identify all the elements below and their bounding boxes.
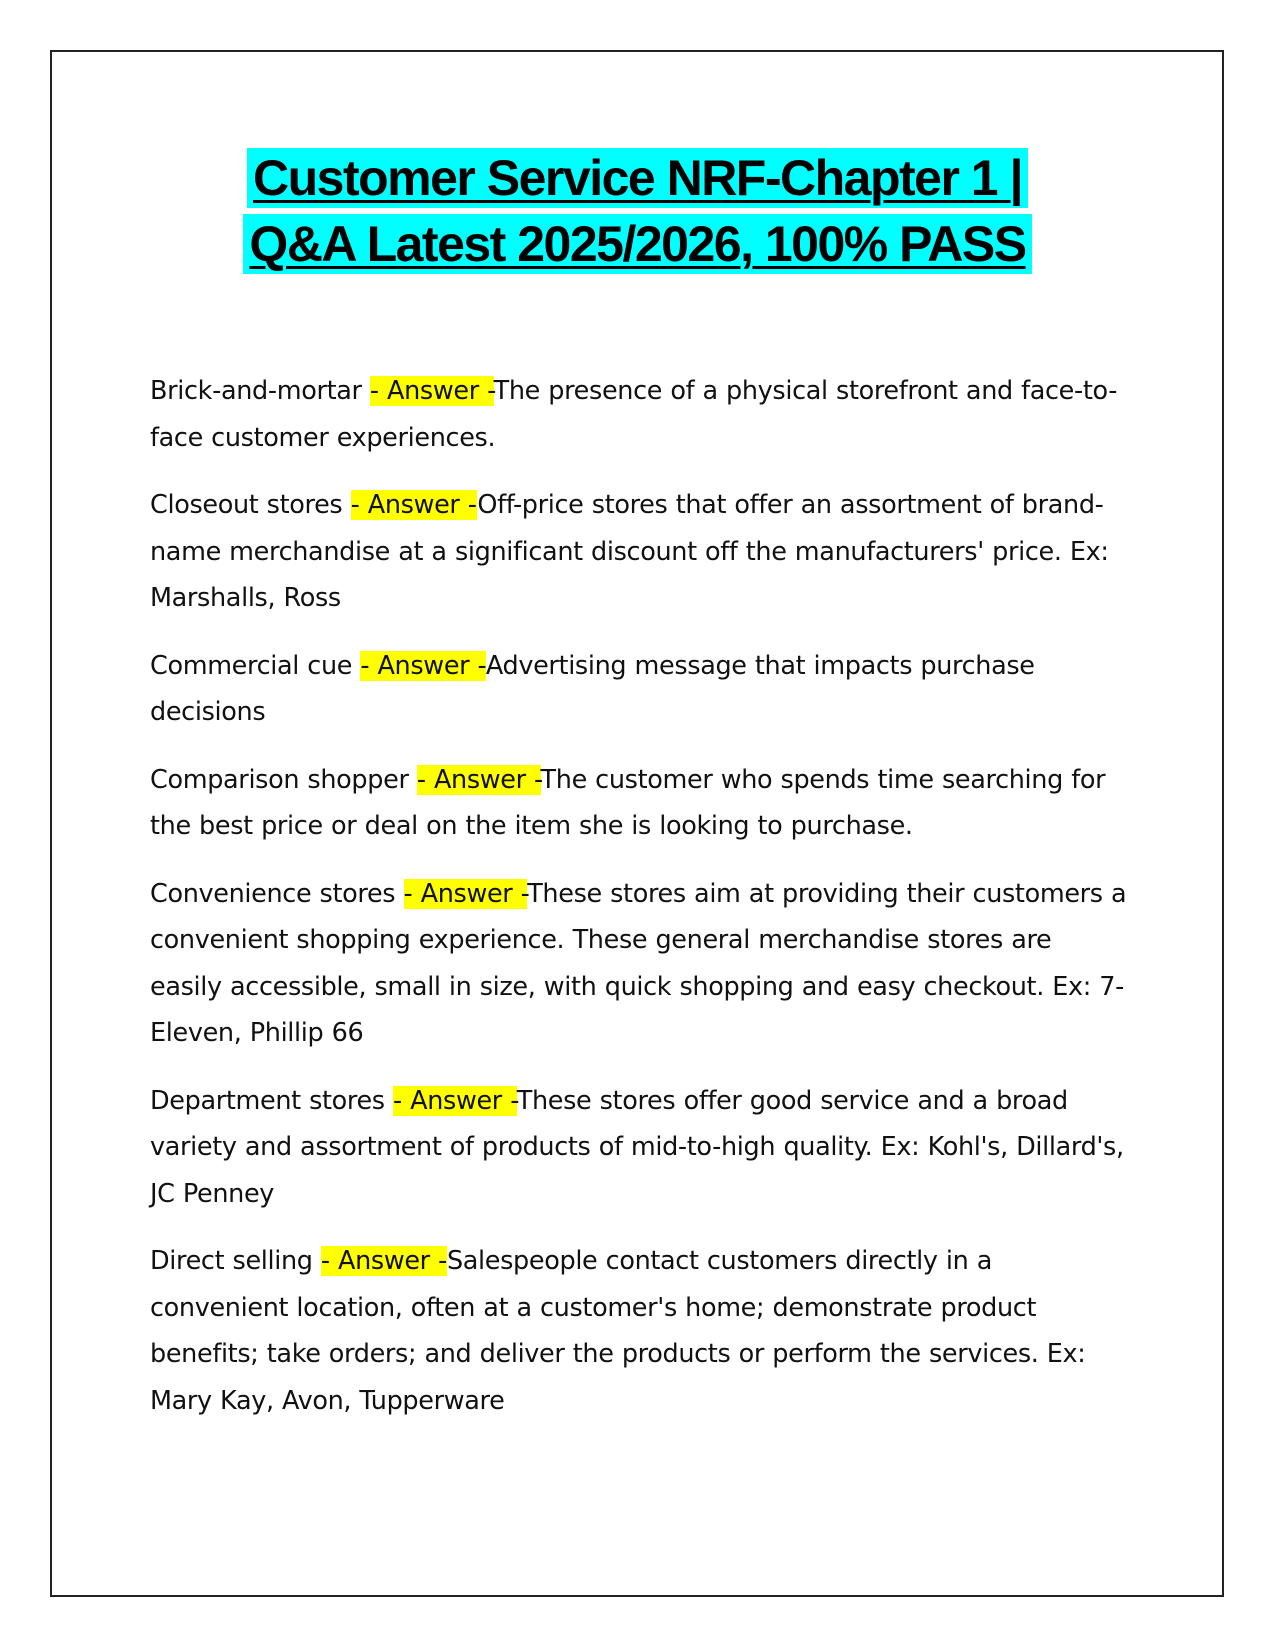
qa-list [150, 368, 1130, 1445]
entry-term: Department stores [150, 1085, 394, 1116]
answer-marker: - Answer - [416, 764, 541, 795]
entry-term: Comparison shopper [150, 764, 417, 795]
entry-definition: These stores aim at providing their customers a convenient shopping experience. These general merchandise stores are easily accessible, small in size, with quick shopping and easy checkout. Ex: 7-Eleven, Phillip 66 [150, 878, 1127, 1048]
answer-marker: - Answer - [369, 376, 494, 406]
qa-entry-commercial-cue [150, 643, 1130, 736]
qa-entry-comparison-shopper [150, 757, 1130, 850]
answer-marker: - Answer - [320, 1246, 447, 1276]
answer-marker: - Answer - [360, 650, 486, 681]
entry-definition: The presence of a physical storefront and face-to-face customer experiences. [150, 376, 1118, 453]
entry-term: Direct selling [150, 1246, 321, 1276]
entry-definition: The customer who spends time searching for the best price or deal on the item she is looking to purchase. [150, 764, 1106, 841]
answer-marker: - Answer - [393, 1085, 517, 1116]
title-line-2: Q&A Latest 2025/2026, 100% PASS [243, 214, 1031, 274]
entry-definition: Salespeople contact customers directly in a convenient location, often at a customer's home; demonstrate product benefits; take orders; and deliver the products or perform the services. Ex: Mary Kay, Avon, Tupperware [150, 1246, 1086, 1416]
document-title [50, 148, 1225, 274]
entry-term: Convenience stores [150, 878, 404, 909]
qa-entry-brick-and-mortar [150, 368, 1130, 461]
entry-definition: Off-price stores that offer an assortment of brand-name merchandise at a significant discount off the manufacturers' price. Ex: Marshalls, Ross [150, 490, 1109, 613]
qa-entry-convenience-stores [150, 871, 1130, 1057]
qa-entry-closeout-stores [150, 482, 1130, 622]
answer-marker: - Answer - [403, 878, 528, 909]
entry-term: Commercial cue [150, 650, 361, 681]
entry-term: Brick-and-mortar [150, 376, 370, 406]
title-line-1: Customer Service NRF-Chapter 1 | [247, 148, 1028, 208]
qa-entry-direct-selling [150, 1238, 1130, 1424]
answer-marker: - Answer - [350, 490, 478, 520]
qa-entry-department-stores [150, 1078, 1130, 1218]
entry-definition: These stores offer good service and a broad variety and assortment of products of mid-to-high quality. Ex: Kohl's, Dillard's, JC Penney [150, 1085, 1124, 1209]
entry-term: Closeout stores [150, 490, 351, 520]
entry-definition: Advertising message that impacts purchase decisions [150, 650, 1035, 727]
